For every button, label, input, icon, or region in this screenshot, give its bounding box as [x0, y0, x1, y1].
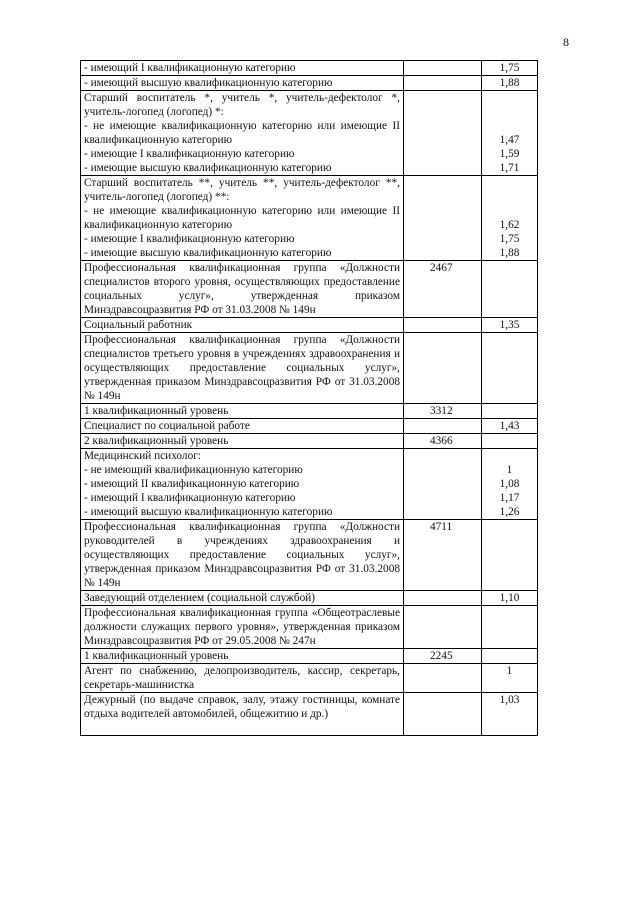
base-salary-cell: [404, 606, 482, 649]
coefficient-value: 1,03: [499, 694, 520, 706]
position-text: Медицинский психолог:: [84, 450, 201, 462]
position-text: Старший воспитатель *, учитель *, учитель-дефектолог *, учитель-логопед (логопед) *:: [84, 92, 400, 118]
position-text: Заведующий отделением (социальной службой): [84, 592, 316, 604]
coefficient-value: 1,35: [499, 319, 520, 331]
position-cell: [81, 261, 404, 318]
position-cell: [81, 61, 404, 76]
table-row: [81, 434, 538, 449]
coefficient-cell: [482, 76, 538, 91]
position-cell: [81, 693, 404, 736]
base-salary-cell: [404, 664, 482, 693]
position-text: Специалист по социальной работе: [84, 420, 250, 432]
page-number: 8: [563, 35, 569, 49]
coefficient-cell: [482, 693, 538, 736]
position-text: 1 квалификационный уровень: [84, 405, 229, 417]
base-salary-cell: 2467: [404, 261, 482, 318]
coefficient-value: [485, 176, 534, 190]
coefficient-value: 1,17: [499, 492, 520, 504]
coefficient-cell: [482, 176, 538, 261]
position-cell: [81, 649, 404, 664]
position-text: - имеющие высшую квалификационную категорию: [84, 247, 332, 259]
position-text: - не имеющие квалификационную категорию или имеющие II квалификационную категорию: [84, 205, 400, 231]
table-row: [81, 664, 538, 693]
coefficient-value: 1,88: [499, 77, 520, 89]
position-text: Профессиональная квалификационная группа «Должности специалистов второго уровня, осуществляющих предоставление социальных услуг», утвержденная приказом Минздравсоцразвития РФ от 31.03.2008 № 149н: [84, 262, 400, 316]
position-cell: [81, 664, 404, 693]
position-text: - имеющие I квалификационную категорию: [84, 148, 295, 160]
position-text: - имеющий II квалификационную категорию: [84, 478, 300, 490]
table-row: [81, 318, 538, 333]
coefficient-value: [485, 190, 534, 204]
base-salary-cell: [404, 591, 482, 606]
base-salary-cell: [404, 419, 482, 434]
coefficient-cell: [482, 419, 538, 434]
coefficient-value: 1,75: [499, 62, 520, 74]
position-text: - не имеющий квалификационную категорию: [84, 464, 303, 476]
position-text: 2 квалификационный уровень: [84, 435, 229, 447]
base-salary-cell: [404, 61, 482, 76]
table-body: [81, 61, 538, 736]
coefficient-value: 1,88: [499, 247, 520, 259]
coefficient-cell: [482, 434, 538, 449]
coefficient-cell: [482, 91, 538, 176]
position-cell: [81, 520, 404, 591]
position-text: Профессиональная квалификационная группа «Должности руководителей в учреждениях здравоохранения и осуществляющих предоставление социальных услуг», утвержденная приказом Минздравсоцразвития РФ от 31.03.2008 № 149н: [84, 521, 400, 589]
coefficient-value: 1,43: [499, 420, 520, 432]
base-salary-cell: [404, 91, 482, 176]
coefficient-cell: [482, 318, 538, 333]
table-row: [81, 261, 538, 318]
position-text: - не имеющие квалификационную категорию или имеющие II квалификационную категорию: [84, 120, 400, 146]
table-row: [81, 333, 538, 404]
coefficient-cell: [482, 591, 538, 606]
position-text: Старший воспитатель **, учитель **, учитель-дефектолог **, учитель-логопед (логопед) **:: [84, 177, 400, 203]
coefficient-value: [485, 449, 534, 463]
table-row: [81, 176, 538, 261]
position-cell: [81, 333, 404, 404]
position-cell: [81, 76, 404, 91]
position-text: Профессиональная квалификационная группа «Общеотраслевые должности служащих первого уровня», утвержденная приказом Минздравсоцразвития РФ от 29.05.2008 № 247н: [84, 607, 400, 647]
coefficient-value: [485, 105, 534, 119]
position-text: Социальный работник: [84, 319, 193, 331]
table-row: [81, 520, 538, 591]
position-text: - имеющий высшую квалификационную категорию: [84, 77, 333, 89]
position-cell: [81, 318, 404, 333]
position-cell: [81, 591, 404, 606]
coefficient-value: [485, 91, 534, 105]
position-text: [84, 721, 400, 735]
coefficient-value: 1,59: [499, 148, 520, 160]
base-salary-cell: [404, 318, 482, 333]
position-text: - имеющий I квалификационную категорию: [84, 492, 296, 504]
coefficient-cell: [482, 664, 538, 693]
base-salary-cell: [404, 333, 482, 404]
base-salary-cell: [404, 176, 482, 261]
coefficient-value: 1,62: [499, 219, 520, 231]
position-text: - имеющий высшую квалификационную категорию: [84, 506, 333, 518]
table-row: [81, 91, 538, 176]
base-salary-cell: 2245: [404, 649, 482, 664]
coefficient-cell: [482, 520, 538, 591]
position-cell: [81, 176, 404, 261]
position-cell: [81, 419, 404, 434]
position-cell: [81, 606, 404, 649]
coefficient-cell: [482, 261, 538, 318]
table-row: [81, 76, 538, 91]
base-salary-cell: 4711: [404, 520, 482, 591]
coefficient-value: [485, 119, 534, 133]
position-cell: [81, 449, 404, 520]
table-row: [81, 591, 538, 606]
coefficient-cell: [482, 61, 538, 76]
table-row: [81, 61, 538, 76]
coefficient-value: 1,26: [499, 506, 520, 518]
table-row: [81, 419, 538, 434]
base-salary-cell: 3312: [404, 404, 482, 419]
coefficient-cell: [482, 333, 538, 404]
coefficient-value: 1,10: [499, 592, 520, 604]
coefficient-value: [485, 204, 534, 218]
base-salary-cell: [404, 76, 482, 91]
table-row: [81, 649, 538, 664]
position-text: Профессиональная квалификационная группа «Должности специалистов третьего уровня в учреждениях здравоохранения и осуществляющих предоставление социальных услуг», утвержденная приказом Минздравсоцразвития РФ от 31.03.2008 № 149н: [84, 334, 400, 402]
base-salary-cell: [404, 449, 482, 520]
coefficient-value: 1: [506, 665, 513, 677]
position-text: Дежурный (по выдаче справок, залу, этажу гостиницы, комнате отдыха водителей автомобилей, общежитию и др.): [84, 694, 400, 720]
coefficient-value: 1,75: [499, 233, 520, 245]
table-row: [81, 693, 538, 736]
position-text: - имеющие I квалификационную категорию: [84, 233, 295, 245]
table-row: [81, 449, 538, 520]
table-row: [81, 404, 538, 419]
coefficient-value: 1,47: [499, 134, 520, 146]
coefficient-cell: [482, 649, 538, 664]
salary-coefficients-table: [80, 60, 538, 736]
coefficient-value: 1: [506, 464, 513, 476]
base-salary-cell: 4366: [404, 434, 482, 449]
position-cell: [81, 404, 404, 419]
position-text: - имеющий I квалификационную категорию: [84, 62, 296, 74]
position-text: - имеющие высшую квалификационную категорию: [84, 162, 332, 174]
coefficient-cell: [482, 606, 538, 649]
coefficient-cell: [482, 404, 538, 419]
position-cell: [81, 91, 404, 176]
position-text: 1 квалификационный уровень: [84, 650, 229, 662]
coefficient-value: 1,71: [499, 162, 520, 174]
position-text: Агент по снабжению, делопроизводитель, кассир, секретарь, секретарь-машинистка: [84, 665, 400, 691]
table-row: [81, 606, 538, 649]
coefficient-cell: [482, 449, 538, 520]
position-cell: [81, 434, 404, 449]
coefficient-value: 1,08: [499, 478, 520, 490]
base-salary-cell: [404, 693, 482, 736]
